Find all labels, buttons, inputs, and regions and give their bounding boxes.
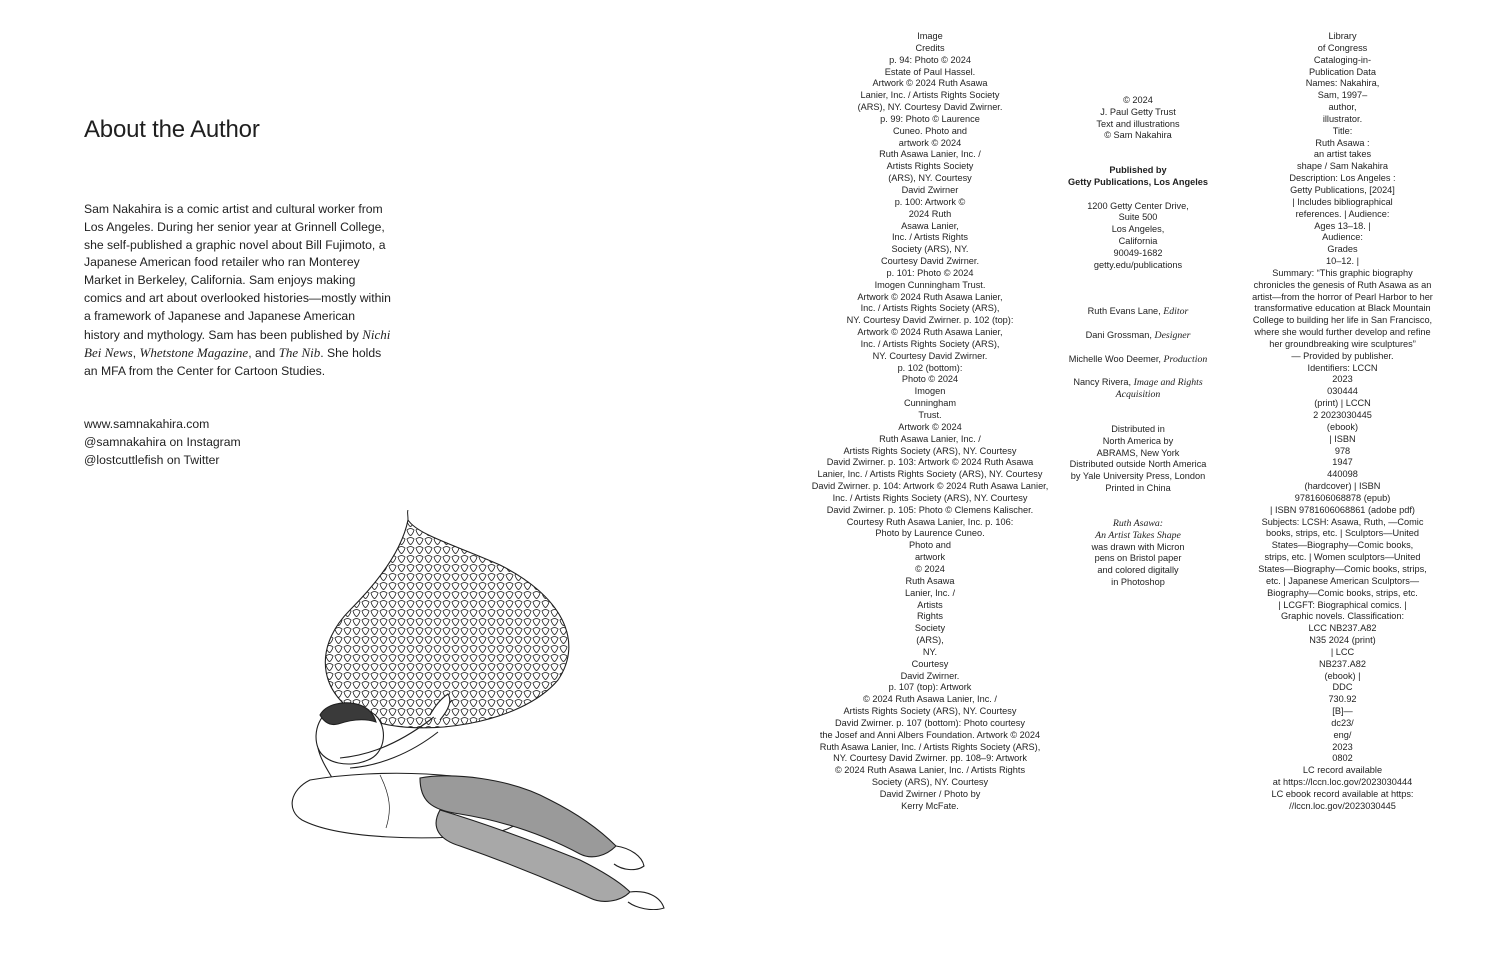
colophon-book-title: Ruth Asawa: An Artist Takes Shape (1095, 517, 1181, 541)
bio-separator-2: , and (248, 346, 279, 361)
staff-designer (1086, 330, 1191, 340)
staff-role: Editor (1163, 306, 1189, 318)
author-links (84, 415, 241, 469)
copyright-notice: © 2024 J. Paul Getty Trust Text and illustrations © Sam Nakahira (1096, 94, 1180, 141)
bio-text-1: Sam Nakahira is a comic artist and cultural worker from Los Angeles. During her senior year at Grinnell College, she self-published a graphic novel about Bill Fujimoto, a Japanese American food retailer who ran Monterey Market in Berkeley, California. Sam enjoys making comics and art about overlooked histories—mostly within a framework of Japanese and Japanese American history and mythology. Sam has been published by (84, 202, 391, 342)
bio-text-2: . She holds an MFA from the Center for Cartoon Studies. (84, 346, 382, 379)
staff-role: Designer (1154, 330, 1191, 342)
staff-role: Production (1163, 353, 1208, 365)
link-twitter[interactable]: @lostcuttlefish on Twitter (84, 453, 220, 467)
link-instagram[interactable]: @samnakahira on Instagram (84, 435, 241, 449)
staff-editor (1088, 306, 1189, 316)
copyright-column (1058, 83, 1218, 601)
colophon (1058, 518, 1218, 589)
illustration-wire-sculpture-reclining-figure (280, 510, 680, 910)
page-title: About the Author (84, 116, 260, 143)
image-credits: Image Credits p. 94: Photo © 2024 Estate of Paul Hassel. Artwork © 2024 Ruth Asawa Lanier, Inc. / Artists Rights Society (ARS), NY. Courtesy David Zwirner. p. 99: Photo © Laurence Cuneo. Photo and artwork © 2024 Ruth Asawa Lanier, Inc. / Artists Rights Society (ARS), NY. Courtesy David Zwirner p. 100: Artwork © 2024 Ruth Asawa Lanier, Inc. / Artists Rights Society (ARS), NY. Courtesy David Zwirner. p. 101: Photo © 2024 Imogen Cunningham Trust. Artwork © 2024 Ruth Asawa Lanier, Inc. / Artists Rights Society (ARS), NY. Courtesy David Zwirner. p. 102 (top): Artwork © 2024 Ruth Asawa Lanier, Inc. / Artists Rights Society (ARS), NY. Courtesy David Zwirner. p. 102 (bottom): Photo © 2024 Imogen Cunningham Trust. Artwork © 2024 Ruth Asawa Lanier, Inc. / Artists Rights Society (ARS), NY. Courtesy David Zwirner. p. 103: Artwork © 2024 Ruth Asawa Lanier, Inc. / Artists Rights Society (ARS), NY. Courtesy David Zwirner. p. 104: Artwork © 2024 Ruth Asawa Lanier, Inc. / Artists Rights Society (ARS), NY. Courtesy David Zwirner. p. 105: Photo © Clemens Kalischer. Courtesy Ruth Asawa Lanier, Inc. p. 106: Photo by Laurence Cuneo. Photo and artwork © 2024 Ruth Asawa Lanier, Inc. / Artists Rights Society (ARS), NY. Courtesy David Zwirner. p. 107 (top): Artwork © 2024 Ruth Asawa Lanier, Inc. / Artists Rights Society (ARS), NY. Courtesy David Zwirner. p. 107 (bottom): Photo courtesy the Josef and Anni Albers Foundation. Artwork © 2024 Ruth Asawa Lanier, Inc. / Artists Rights Society (ARS), NY. Courtesy David Zwirner. pp. 108–9: Artwork © 2024 Ruth Asawa Lanier, Inc. / Artists Rights Society (ARS), NY. Courtesy David Zwirner / Photo by Kerry McFate. (811, 31, 1049, 811)
publisher-address: 1200 Getty Center Drive, Suite 500 Los Angeles, California 90049-1682 getty.edu/publications (1087, 200, 1189, 270)
bio-separator-1: , (132, 346, 140, 361)
staff-production (1069, 354, 1208, 364)
distribution-info: Distributed in North America by ABRAMS, New York Distributed outside North America by Yale University Press, London Printed in China (1069, 423, 1207, 494)
staff-name: Ruth Evans Lane, (1087, 306, 1164, 317)
staff-rights (1073, 377, 1202, 399)
cip-data: Library of Congress Cataloging-in- Publication Data Names: Nakahira, Sam, 1997– author, illustrator. Title: Ruth Asawa : an artist takes shape / Sam Nakahira Description: Los Angeles : Getty Publications, [2024] | Includes bibliographical references. | Audience: Ages 13–18. | Audience: Grades 10–12. | Summary: “This graphic biography chronicles the genesis of Ruth Asawa as an artist—from the horror of Pearl Harbor to her transformative education at Black Mountain College to building her life in San Francisco, where she would further develop and refine her groundbreaking wire sculptures” — Provided by publisher. Identifiers: LCCN 2023 030444 (print) | LCCN 2 2023030445 (ebook) | ISBN 978 1947 440098 (hardcover) | ISBN 9781606068878 (epub) | ISBN 9781606068861 (adobe pdf) Subjects: LCSH: Asawa, Ruth, —Comic books, strips, etc. | Sculptors—United States—Biography—Comic books, strips, etc. | Women sculptors—United States—Biography—Comic books, strips, etc. | Japanese American Sculptors— Biography—Comic books, strips, etc. | LCGFT: Biographical comics. | Graphic novels. Classification: LCC NB237.A82 N35 2024 (print) | LCC NB237.A82 (ebook) | DDC 730.92 [B]— dc23/ eng/ 2023 0802 LC record available at https://lccn.loc.gov/2023030444 LC ebook record available at https: //lccn.loc.gov/2023030445 (1252, 31, 1433, 811)
staff-name: Michelle Woo Deemer, (1068, 353, 1164, 364)
publisher-label: Published by Getty Publications, Los Angeles (1067, 165, 1209, 187)
staff-list (1058, 295, 1218, 402)
staff-role: Image and Rights Acquisition (1115, 377, 1203, 401)
reclining-figure (292, 694, 664, 910)
publication-nichi-bei-news: Nichi Bei News (84, 326, 391, 361)
link-website[interactable]: www.samnakahira.com (84, 417, 210, 431)
colophon-technique: was drawn with Micron pens on Bristol paper and colored digitally in Photoshop (1091, 541, 1185, 588)
publication-whetstone: Whetstone Magazine (139, 345, 249, 361)
author-bio (84, 201, 394, 381)
staff-name: Nancy Rivera, (1073, 377, 1134, 388)
publication-the-nib: The Nib (278, 345, 321, 361)
staff-name: Dani Grossman, (1085, 330, 1155, 341)
